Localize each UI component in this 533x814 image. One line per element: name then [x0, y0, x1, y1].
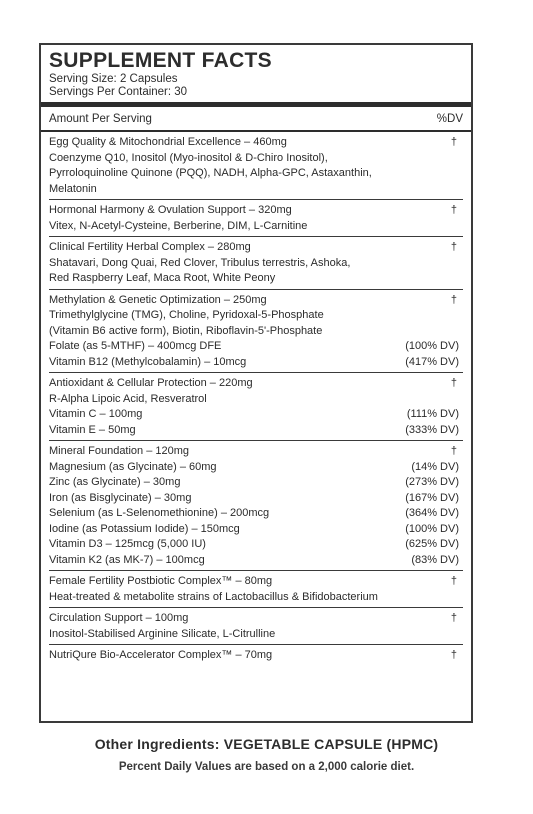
dagger-mark: †	[450, 575, 457, 587]
ingredient-list-line: Red Raspberry Leaf, Maca Root, White Peony	[49, 272, 276, 284]
ingredient-section	[49, 571, 463, 608]
nutrient-row	[49, 423, 463, 439]
nutrient-label: Vitamin K2 (as MK-7) – 100mcg	[49, 553, 205, 566]
nutrient-row	[49, 475, 463, 491]
nutrient-row	[49, 407, 463, 423]
nutrient-label: Vitamin D3 – 125mcg (5,000 IU)	[49, 538, 206, 550]
section-header	[49, 135, 463, 151]
section-header	[49, 240, 463, 256]
nutrient-dv: (167% DV)	[405, 491, 459, 504]
section-name: Clinical Fertility Herbal Complex – 280mg	[49, 241, 251, 253]
other-ingredients: Other Ingredients: VEGETABLE CAPSULE (HPMC)	[94, 736, 439, 752]
nutrient-label: Vitamin B12 (Methylcobalamin) – 10mcg	[49, 355, 247, 368]
section-header	[49, 574, 463, 590]
servings-per-container: Servings Per Container: 30	[49, 86, 188, 98]
amount-per-serving-label: Amount Per Serving	[49, 113, 152, 125]
nutrient-label: Selenium (as L-Selenomethionine) – 200mcg	[49, 507, 270, 519]
column-header	[49, 107, 463, 130]
nutrient-label: Iodine (as Potassium Iodide) – 150mcg	[49, 522, 240, 535]
nutrient-dv: (417% DV)	[405, 355, 459, 368]
dagger-mark: †	[450, 293, 457, 306]
nutrient-dv: (100% DV)	[405, 522, 459, 535]
nutrient-row	[49, 339, 463, 355]
section-name: Circulation Support – 100mg	[49, 612, 189, 624]
section-header	[49, 376, 463, 392]
dagger-mark: †	[450, 377, 457, 389]
ingredient-section	[49, 608, 463, 645]
nutrient-label: Vitamin E – 50mg	[49, 423, 136, 436]
nutrient-label: Magnesium (as Glycinate) – 60mg	[49, 460, 217, 473]
dagger-mark: †	[450, 649, 457, 661]
ingredient-list-line: (Vitamin B6 active form), Biotin, Riboflavin-5'-Phosphate	[49, 324, 323, 337]
section-header	[49, 293, 463, 309]
ingredient-list-line: Coenzyme Q10, Inositol (Myo-inositol & D-Chiro Inositol),	[49, 151, 328, 164]
nutrient-dv: (14% DV)	[411, 460, 459, 473]
ingredient-list-line: R-Alpha Lipoic Acid, Resveratrol	[49, 392, 207, 405]
panel-title: SUPPLEMENT FACTS	[49, 49, 272, 72]
nutrient-dv: (625% DV)	[405, 538, 459, 550]
nutrient-label: Iron (as Bisglycinate) – 30mg	[49, 491, 192, 504]
section-name: NutriQure Bio-Accelerator Complex™ – 70mg	[49, 649, 273, 661]
ingredient-section	[49, 237, 463, 290]
nutrient-label: Folate (as 5-MTHF) – 400mcg DFE	[49, 340, 222, 352]
ingredient-section	[49, 200, 463, 237]
section-header	[49, 611, 463, 627]
section-name: Female Fertility Postbiotic Complex™ – 80mg	[49, 575, 273, 587]
nutrient-dv: (83% DV)	[411, 553, 459, 566]
nutrient-row	[49, 553, 463, 569]
nutrient-row	[49, 460, 463, 476]
daily-value-footnote: Percent Daily Values are based on a 2,000 calorie diet.	[118, 761, 415, 773]
ingredient-list-line: Pyrroloquinoline Quinone (PQQ), NADH, Alpha-GPC, Astaxanthin,	[49, 167, 372, 179]
ingredient-list-line: Vitex, N-Acetyl-Cysteine, Berberine, DIM, L-Carnitine	[49, 219, 308, 232]
dagger-mark: †	[450, 204, 457, 216]
nutrient-row	[49, 506, 463, 522]
section-header	[49, 203, 463, 219]
dagger-mark: †	[450, 241, 457, 253]
section-name: Hormonal Harmony & Ovulation Support – 320mg	[49, 204, 292, 216]
ingredient-list-line: Heat-treated & metabolite strains of Lactobacillus & Bifidobacterium	[49, 590, 378, 603]
nutrient-row	[49, 355, 463, 371]
ingredient-section	[49, 132, 463, 200]
nutrient-dv: (273% DV)	[405, 476, 459, 488]
ingredient-section	[49, 290, 463, 374]
dagger-mark: †	[450, 445, 457, 457]
nutrient-dv: (111% DV)	[406, 408, 459, 420]
supplement-facts-panel	[39, 43, 473, 723]
nutrient-dv: (364% DV)	[405, 507, 459, 519]
dagger-mark: †	[450, 136, 457, 148]
nutrient-row	[49, 537, 463, 553]
ingredient-section	[49, 373, 463, 441]
dv-label: %DV	[436, 113, 463, 125]
nutrient-label: Zinc (as Glycinate) – 30mg	[49, 476, 181, 488]
ingredient-list-line: Shatavari, Dong Quai, Red Clover, Tribulus terrestris, Ashoka,	[49, 256, 351, 269]
section-name: Egg Quality & Mitochondrial Excellence – 460mg	[49, 136, 287, 148]
nutrient-label: Vitamin C – 100mg	[49, 408, 143, 420]
nutrient-dv: (333% DV)	[405, 423, 459, 436]
section-header	[49, 444, 463, 460]
ingredient-list-line: Trimethylglycine (TMG), Choline, Pyridoxal-5-Phosphate	[49, 309, 324, 321]
ingredient-sections	[49, 132, 463, 666]
section-name: Antioxidant & Cellular Protection – 220mg	[49, 377, 253, 389]
section-header	[49, 648, 463, 664]
ingredient-section	[49, 441, 463, 571]
ingredient-section	[49, 645, 463, 666]
section-name: Mineral Foundation – 120mg	[49, 445, 190, 457]
serving-size: Serving Size: 2 Capsules	[49, 73, 178, 85]
nutrient-row	[49, 522, 463, 538]
section-name: Methylation & Genetic Optimization – 250mg	[49, 293, 267, 306]
ingredient-list-line: Melatonin	[49, 182, 97, 195]
ingredient-list-line: Inositol-Stabilised Arginine Silicate, L-Citrulline	[49, 627, 276, 640]
nutrient-dv: (100% DV)	[405, 340, 459, 352]
dagger-mark: †	[450, 612, 457, 624]
nutrient-row	[49, 491, 463, 507]
